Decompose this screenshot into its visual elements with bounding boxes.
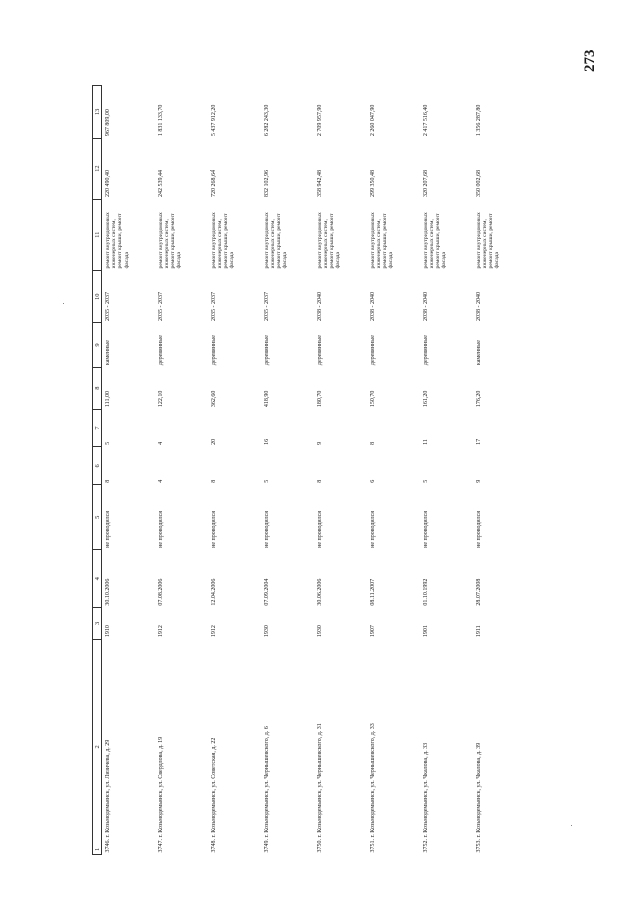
- page-number: 273: [582, 49, 598, 72]
- column-header-11: 11: [93, 199, 102, 270]
- cell-year: 1912: [210, 625, 217, 638]
- cell-c6: 9: [475, 479, 482, 483]
- address-cell: [367, 639, 420, 854]
- column-header-7: 7: [93, 409, 102, 447]
- cell-c12: 220 490,40: [105, 170, 111, 198]
- cell-c8: 176,20: [475, 390, 482, 408]
- cell-status: не проводился: [422, 510, 429, 548]
- address: г. Козьмодемьянск, ул. Чернышевского, д. 31: [316, 723, 323, 838]
- cell-material: деревянные: [316, 335, 323, 366]
- cell-c12: 350 002,68: [475, 170, 482, 198]
- cell-status: не проводился: [105, 510, 111, 548]
- cell-c6: 8: [316, 479, 323, 483]
- column-header-row: [93, 86, 102, 855]
- table-row: [473, 86, 526, 855]
- column-header-2: 2: [93, 745, 101, 749]
- cell-c6: 6: [369, 479, 376, 483]
- cell-period: 2038 - 2040: [316, 291, 323, 321]
- cell-c7: 9: [316, 441, 323, 445]
- cell-period: 2035 - 2037: [210, 291, 217, 321]
- row-number: 3752.: [422, 839, 429, 853]
- capital-repair-table: [92, 85, 526, 855]
- row-number: 3750.: [316, 839, 323, 853]
- cell-works: ремонт внутридомовых инженерных систем, ремонт крыши, ремонт фасада: [422, 212, 448, 269]
- table-row: [155, 86, 208, 855]
- cell-year: 1907: [369, 625, 376, 638]
- cell-works: ремонт внутридомовых инженерных систем, ремонт крыши, ремонт фасада: [316, 212, 342, 269]
- cell-period: 2035 - 2037: [105, 291, 111, 321]
- address: г. Козьмодемьянск, ул. Чкалова, д. 39: [475, 742, 482, 838]
- row-number: 3753.: [475, 839, 482, 853]
- cell-c6: 5: [422, 479, 429, 483]
- cell-material: деревянные: [422, 335, 429, 366]
- cell-c6: 5: [263, 479, 270, 483]
- cell-c7: 16: [263, 438, 270, 445]
- cell-status: не проводился: [263, 510, 270, 548]
- table-row: [420, 86, 473, 855]
- cell-c8: 161,20: [422, 390, 429, 408]
- column-header-6: 6: [93, 447, 102, 485]
- cell-c8: 111,00: [105, 391, 111, 408]
- column-header-5: 5: [93, 485, 102, 550]
- cell-period: 2035 - 2037: [263, 291, 270, 321]
- cell-c12: 320 207,68: [422, 170, 429, 198]
- cell-period: 2038 - 2040: [422, 291, 429, 321]
- address: г. Козьмодемьянск, ул. Лизичева, д. 29: [105, 739, 111, 838]
- cell-material: деревянные: [369, 335, 376, 366]
- address-cell: [261, 639, 314, 854]
- cell-works: ремонт внутридомовых инженерных систем, ремонт крыши, ремонт фасада: [210, 212, 236, 269]
- cell-date: 28.07.2008: [475, 578, 482, 606]
- table-row: [208, 86, 261, 855]
- cell-c6: 8: [210, 479, 217, 483]
- cell-works: ремонт внутридомовых инженерных систем, ремонт крыши, ремонт фасада: [475, 212, 501, 269]
- address: г. Козьмодемьянск, ул. Свердлова, д. 19: [157, 736, 164, 838]
- cell-works: ремонт внутридомовых инженерных систем, ремонт крыши, ремонт фасада: [105, 212, 130, 269]
- cell-c8: 180,70: [316, 390, 323, 408]
- address: г. Козьмодемьянск, ул. Чкалова, д. 33: [422, 742, 429, 838]
- address-cell: [102, 639, 155, 854]
- scan-speck: [571, 825, 572, 826]
- cell-year: 1910: [105, 625, 111, 638]
- address: г. Козьмодемьянск, ул. Чернышевского, д. 6: [263, 726, 270, 838]
- row-number: 3747.: [157, 839, 164, 853]
- cell-material: деревянные: [210, 335, 217, 366]
- address-cell: [473, 639, 526, 854]
- row-number: 3751.: [369, 839, 376, 853]
- cell-c7: 11: [422, 439, 429, 445]
- cell-c8: 362,60: [210, 390, 217, 408]
- address-cell: [155, 639, 208, 854]
- cell-date: 30.10.2006: [105, 578, 111, 606]
- scan-speck: [63, 303, 64, 304]
- rotated-table-container: [92, 85, 582, 855]
- column-header-4: 4: [93, 550, 102, 608]
- cell-material: деревянные: [157, 335, 164, 366]
- cell-year: 1930: [316, 625, 323, 638]
- table-body: [102, 86, 526, 855]
- cell-c13: 1 356 287,80: [475, 104, 482, 137]
- cell-c12: 299 350,48: [369, 170, 376, 198]
- cell-c7: 8: [369, 441, 376, 445]
- table-row: [261, 86, 314, 855]
- cell-date: 01.10.1992: [422, 578, 429, 606]
- cell-period: 2035 - 2037: [157, 291, 164, 321]
- cell-date: 07.08.2006: [157, 578, 164, 606]
- cell-c6: 4: [157, 479, 164, 483]
- cell-status: не проводился: [157, 510, 164, 548]
- cell-period: 2038 - 2040: [475, 291, 482, 321]
- table-row: [102, 86, 155, 855]
- cell-c13: 1 831 133,70: [157, 104, 164, 137]
- table-row: [367, 86, 420, 855]
- column-header-1: 1: [93, 847, 101, 851]
- address-cell: [208, 639, 261, 854]
- cell-c7: 17: [475, 438, 482, 445]
- cell-c7: 5: [105, 441, 111, 445]
- cell-c12: 720 268,64: [210, 170, 217, 198]
- cell-c8: 418,90: [263, 390, 270, 408]
- column-header-3: 3: [93, 608, 102, 640]
- row-number: 3749.: [263, 839, 270, 853]
- cell-status: не проводился: [475, 510, 482, 548]
- cell-year: 1930: [263, 625, 270, 638]
- address-cell: [314, 639, 367, 854]
- cell-c8: 150,70: [369, 390, 376, 408]
- cell-c13: 2 417 516,40: [422, 104, 429, 137]
- column-header-12: 12: [93, 138, 102, 199]
- cell-year: 1912: [157, 625, 164, 638]
- column-header-8: 8: [93, 367, 102, 409]
- column-header-10: 10: [93, 270, 102, 323]
- cell-material: деревянные: [263, 335, 270, 366]
- column-header-13: 13: [93, 86, 102, 139]
- cell-status: не проводился: [369, 510, 376, 548]
- cell-works: ремонт внутридомовых инженерных систем, ремонт крыши, ремонт фасада: [157, 212, 183, 269]
- cell-date: 07.09.2004: [263, 578, 270, 606]
- cell-c13: 6 282 243,30: [263, 104, 270, 137]
- cell-c6: 8: [105, 479, 111, 483]
- cell-c8: 122,10: [157, 390, 164, 408]
- column-header-1-2: [93, 639, 102, 854]
- cell-date: 08.11.2007: [369, 578, 376, 606]
- cell-c13: 2 709 957,90: [316, 104, 323, 137]
- table-row: [314, 86, 367, 855]
- cell-period: 2038 - 2040: [369, 291, 376, 321]
- cell-c13: 2 260 047,90: [369, 104, 376, 137]
- cell-works: ремонт внутридомовых инженерных систем, ремонт крыши, ремонт фасада: [263, 212, 289, 269]
- cell-works: ремонт внутридомовых инженерных систем, ремонт крыши, ремонт фасада: [369, 212, 395, 269]
- cell-c7: 20: [210, 438, 217, 445]
- cell-c13: 967 809,00: [105, 109, 111, 137]
- cell-status: не проводился: [316, 510, 323, 548]
- cell-date: 12.04.2006: [210, 578, 217, 606]
- cell-c12: 832 102,96: [263, 170, 270, 198]
- cell-c12: 242 539,44: [157, 170, 164, 198]
- column-header-9: 9: [93, 323, 102, 367]
- cell-date: 30.06.2006: [316, 578, 323, 606]
- row-number: 3746.: [105, 839, 111, 853]
- cell-year: 1901: [422, 625, 429, 638]
- address: г. Козьмодемьянск, ул. Чернышевского, д. 33: [369, 723, 376, 838]
- cell-material: каменные: [105, 340, 111, 366]
- cell-c7: 4: [157, 441, 164, 445]
- scan-speck: [210, 170, 211, 171]
- cell-c12: 358 942,48: [316, 170, 323, 198]
- cell-status: не проводился: [210, 510, 217, 548]
- row-number: 3748.: [210, 839, 217, 853]
- address-cell: [420, 639, 473, 854]
- cell-c13: 5 437 912,20: [210, 104, 217, 137]
- address: г. Козьмодемьянск, ул. Советская, д. 22: [210, 737, 217, 838]
- cell-material: каменные: [475, 340, 482, 366]
- cell-year: 1911: [475, 625, 482, 638]
